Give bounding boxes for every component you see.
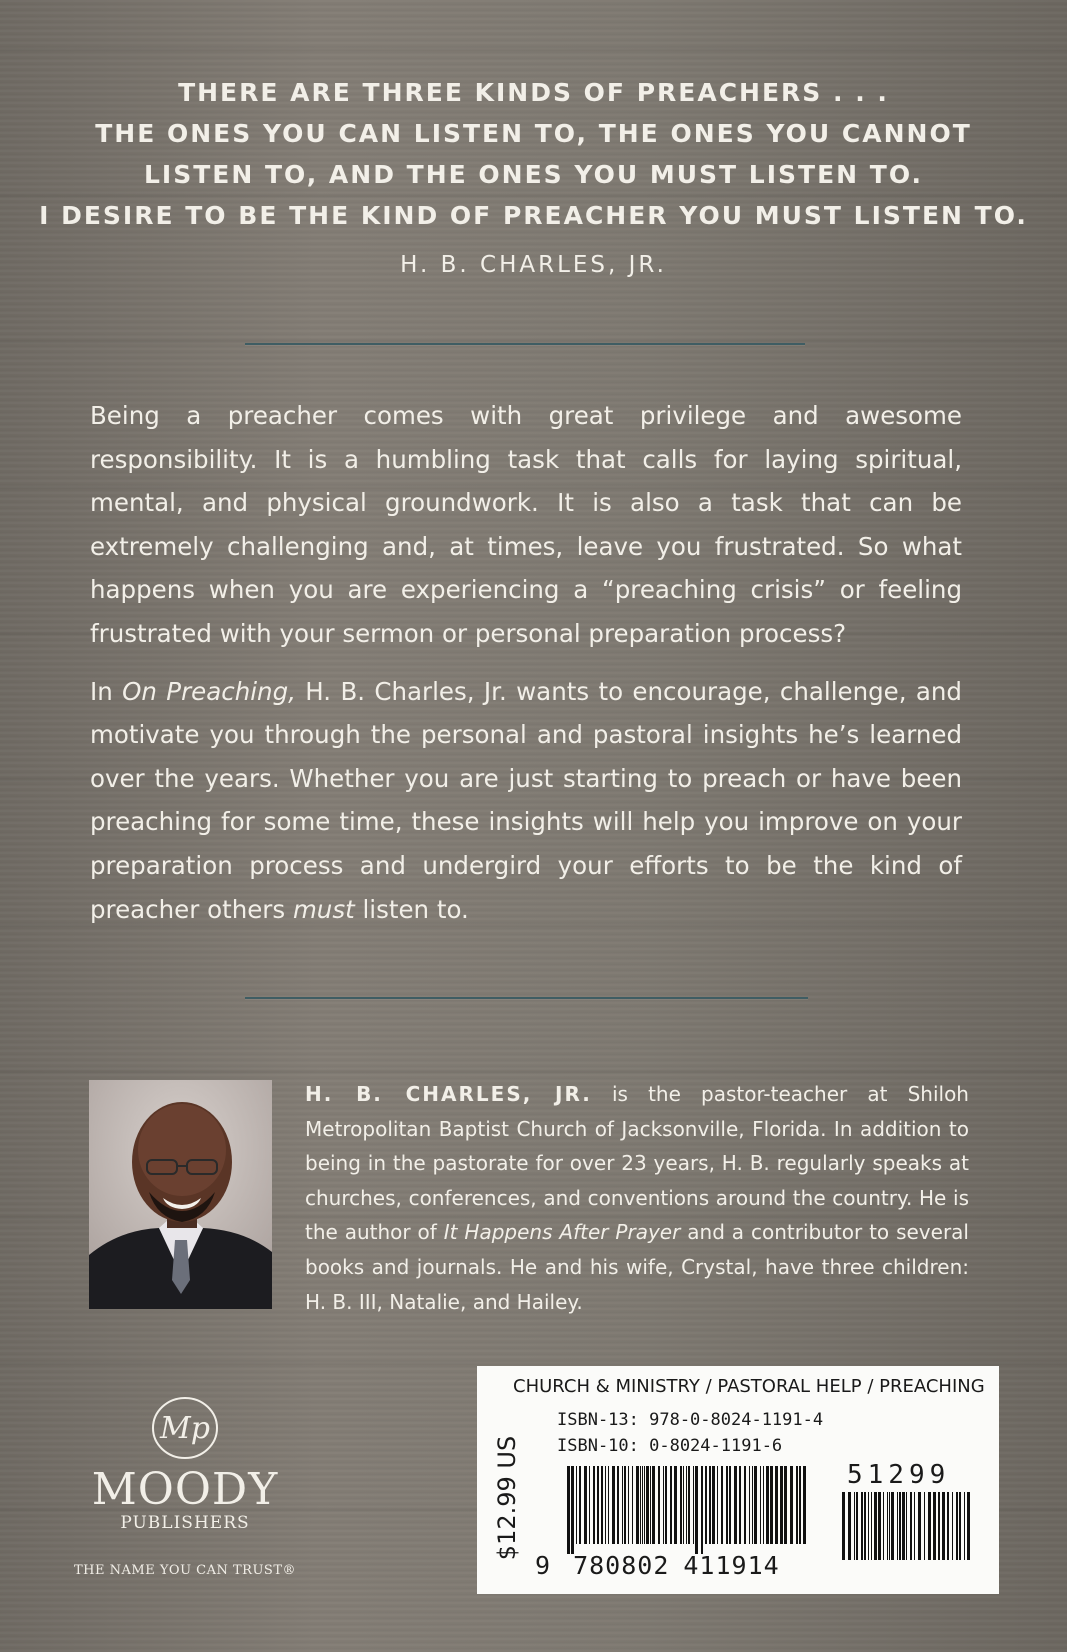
author-name: H. B. CHARLES, JR. <box>305 1082 592 1106</box>
barcode-bar <box>899 1492 901 1560</box>
barcode-bar <box>784 1466 787 1544</box>
barcode-bar <box>617 1466 619 1544</box>
description-paragraph-2 <box>90 670 962 932</box>
barcode-bar <box>956 1492 958 1560</box>
barcode-bar <box>889 1492 890 1560</box>
ean-digits <box>535 1551 780 1580</box>
barcode-bar <box>680 1466 682 1544</box>
barcode-bar <box>701 1466 703 1554</box>
barcode-bar <box>567 1466 570 1554</box>
barcode-bar <box>632 1466 633 1544</box>
barcode-bar <box>646 1466 649 1544</box>
barcode-bar <box>709 1466 711 1544</box>
barcode-bar <box>952 1492 953 1560</box>
barcode-bar <box>883 1492 884 1560</box>
barcode-bar <box>622 1466 623 1544</box>
publisher-sub: PUBLISHERS <box>120 1513 250 1533</box>
barcode-bar <box>579 1466 581 1544</box>
barcode-bar <box>933 1492 936 1560</box>
price: $12.99 US <box>493 1435 521 1561</box>
barcode-bar <box>842 1492 845 1560</box>
barcode-bar <box>799 1466 801 1544</box>
barcode-bar <box>683 1466 684 1544</box>
barcode-bar <box>754 1466 757 1544</box>
quote-attribution: H. B. CHARLES, JR. <box>400 252 667 278</box>
barcode-bar <box>693 1466 694 1544</box>
isbn-13: ISBN-13: 978-0-8024-1191-4 <box>557 1410 824 1430</box>
barcode-bar <box>571 1466 574 1554</box>
bio-text: and a contributor to several books and journals. He and his wife, Crystal, have three children: H. B. III, Natalie, and Hailey. <box>305 1220 969 1314</box>
pull-quote <box>30 72 1037 236</box>
text-span: listen to. <box>354 894 469 924</box>
barcode-bar <box>749 1466 750 1544</box>
barcode-bar <box>959 1492 961 1560</box>
barcode-bar <box>796 1466 798 1544</box>
description-paragraph-1: Being a preacher comes with great privilege and awesome responsibility. It is a humbling task that calls for laying spiritual, mental, and physical groundwork. It is also a task that can be extremely challenging and, at times, leave you frustrated. So what happens when you are experiencing a “preaching crisis” or feeling frustrated with your sermon or personal preparation process? <box>90 401 962 648</box>
divider-top <box>245 343 805 345</box>
barcode-bar <box>663 1466 664 1544</box>
barcode-bar <box>861 1492 863 1560</box>
author-book-title: It Happens After Prayer <box>443 1220 681 1245</box>
barcode-bar <box>902 1492 905 1560</box>
ean-first-digit: 9 <box>535 1551 552 1580</box>
barcode-bar <box>790 1466 793 1544</box>
barcode-bar <box>608 1466 609 1544</box>
barcode-bar <box>964 1492 965 1560</box>
barcode-bar <box>752 1466 753 1544</box>
barcode-bar <box>891 1492 894 1560</box>
moody-monogram-icon <box>145 1395 225 1461</box>
barcode-bar <box>644 1466 645 1544</box>
barcode-bar <box>887 1492 888 1560</box>
text-span: In <box>90 676 123 706</box>
barcode-bar <box>864 1492 866 1560</box>
publisher-logo <box>60 1395 310 1578</box>
barcode-bar <box>854 1492 855 1560</box>
barcode-bar <box>967 1492 970 1560</box>
barcode-bar <box>914 1492 915 1560</box>
barcode-bar <box>906 1492 907 1560</box>
barcode-bar <box>770 1466 773 1544</box>
quote-line: I DESIRE TO BE THE KIND OF PREACHER YOU MUST LISTEN TO. <box>39 201 1028 230</box>
book-title-emphasis: On Preaching, <box>122 676 296 706</box>
barcode-bar <box>642 1466 643 1544</box>
isbn-10: ISBN-10: 0-8024-1191-6 <box>557 1436 783 1456</box>
barcode-bar <box>897 1492 898 1560</box>
barcode-bar <box>721 1466 723 1544</box>
barcode-bar <box>947 1492 949 1560</box>
barcode-bar <box>628 1466 629 1544</box>
barcode-bar <box>871 1492 872 1560</box>
barcode-bar <box>589 1466 590 1544</box>
barcode-bar <box>688 1466 690 1544</box>
addon-digits: 51299 <box>847 1460 951 1490</box>
barcode-bar <box>878 1492 881 1560</box>
barcode-bar <box>938 1492 940 1560</box>
barcode-bar <box>868 1492 869 1560</box>
barcode-bar <box>576 1466 577 1544</box>
divider-bottom <box>245 997 808 999</box>
barcode-bar <box>803 1466 806 1544</box>
barcode-bar <box>924 1492 925 1560</box>
barcode-bar <box>705 1466 707 1544</box>
barcode-bar <box>584 1466 587 1544</box>
quote-line: THERE ARE THREE KINDS OF PREACHERS . . . <box>178 78 889 107</box>
price-container <box>483 1423 531 1573</box>
bio-text: is the pastor-teacher at Shiloh Metropolitan Baptist Church of Jacksonville, Florida. In addition to being in the pastorate for over 23 years, H. B. regularly speaks at churches, conferences, and conventions around the country. He is the author of <box>305 1082 969 1245</box>
ean-barcode <box>567 1466 807 1554</box>
must-emphasis: must <box>292 894 355 924</box>
barcode-bar <box>734 1466 737 1544</box>
quote-line: THE ONES YOU CAN LISTEN TO, THE ONES YOU CANNOT <box>95 119 972 148</box>
quote-line: LISTEN TO, AND THE ONES YOU MUST LISTEN TO. <box>143 160 924 189</box>
barcode-bar <box>910 1492 912 1560</box>
barcode-bar <box>856 1492 858 1560</box>
publisher-tagline: THE NAME YOU CAN TRUST® <box>74 1563 296 1578</box>
barcode-bar <box>612 1466 615 1544</box>
author-bio <box>305 1077 969 1319</box>
barcode-bar <box>726 1466 728 1544</box>
barcode-bar <box>763 1466 764 1544</box>
barcode-bar <box>593 1466 595 1544</box>
barcode-bar <box>674 1466 677 1544</box>
author-photo <box>89 1080 272 1309</box>
ean-right-group: 411914 <box>683 1551 780 1580</box>
barcode-bar <box>665 1466 667 1544</box>
barcode-bar <box>928 1492 931 1560</box>
barcode-bar <box>601 1466 603 1544</box>
book-description <box>90 394 962 945</box>
barcode-bar <box>670 1466 672 1544</box>
barcode-bar <box>766 1466 769 1544</box>
barcode-bar <box>780 1466 783 1544</box>
barcode-label <box>477 1366 999 1594</box>
barcode-bar <box>695 1466 698 1554</box>
barcode-bar <box>760 1466 761 1544</box>
barcode-bar <box>717 1466 718 1544</box>
logo-monogram: Mp <box>160 1411 210 1446</box>
barcode-bar <box>624 1466 626 1544</box>
text-span: H. B. Charles, Jr. wants to encourage, challenge, and motivate you through the personal and pastoral insights he’s learned over the years. Whether you are just starting to preach or have been preaching for some time, these insights will help you improve on your preparation process and undergird your efforts to be the kind of preacher others <box>90 676 962 924</box>
barcode-bar <box>686 1466 687 1544</box>
barcode-bar <box>658 1466 660 1544</box>
barcode-bar <box>652 1466 655 1544</box>
barcode-bar <box>729 1466 731 1544</box>
barcode-bar <box>712 1466 715 1544</box>
publisher-name: MOODY <box>91 1464 279 1515</box>
addon-barcode <box>842 1492 972 1570</box>
barcode-bar <box>744 1466 746 1544</box>
barcode-bar <box>605 1466 606 1544</box>
ean-left-group: 780802 <box>573 1551 670 1580</box>
author-portrait-illustration <box>89 1080 272 1309</box>
barcode-bar <box>597 1466 599 1544</box>
bisac-category: CHURCH & MINISTRY / PASTORAL HELP / PREACHING <box>513 1376 985 1397</box>
barcode-bar <box>918 1492 921 1560</box>
barcode-bar <box>640 1466 641 1544</box>
barcode-bar <box>874 1492 877 1560</box>
barcode-bar <box>942 1492 945 1560</box>
barcode-bar <box>848 1492 851 1560</box>
barcode-bar <box>650 1466 651 1544</box>
barcode-bar <box>636 1466 639 1544</box>
barcode-bar <box>775 1466 778 1544</box>
barcode-bar <box>739 1466 741 1544</box>
